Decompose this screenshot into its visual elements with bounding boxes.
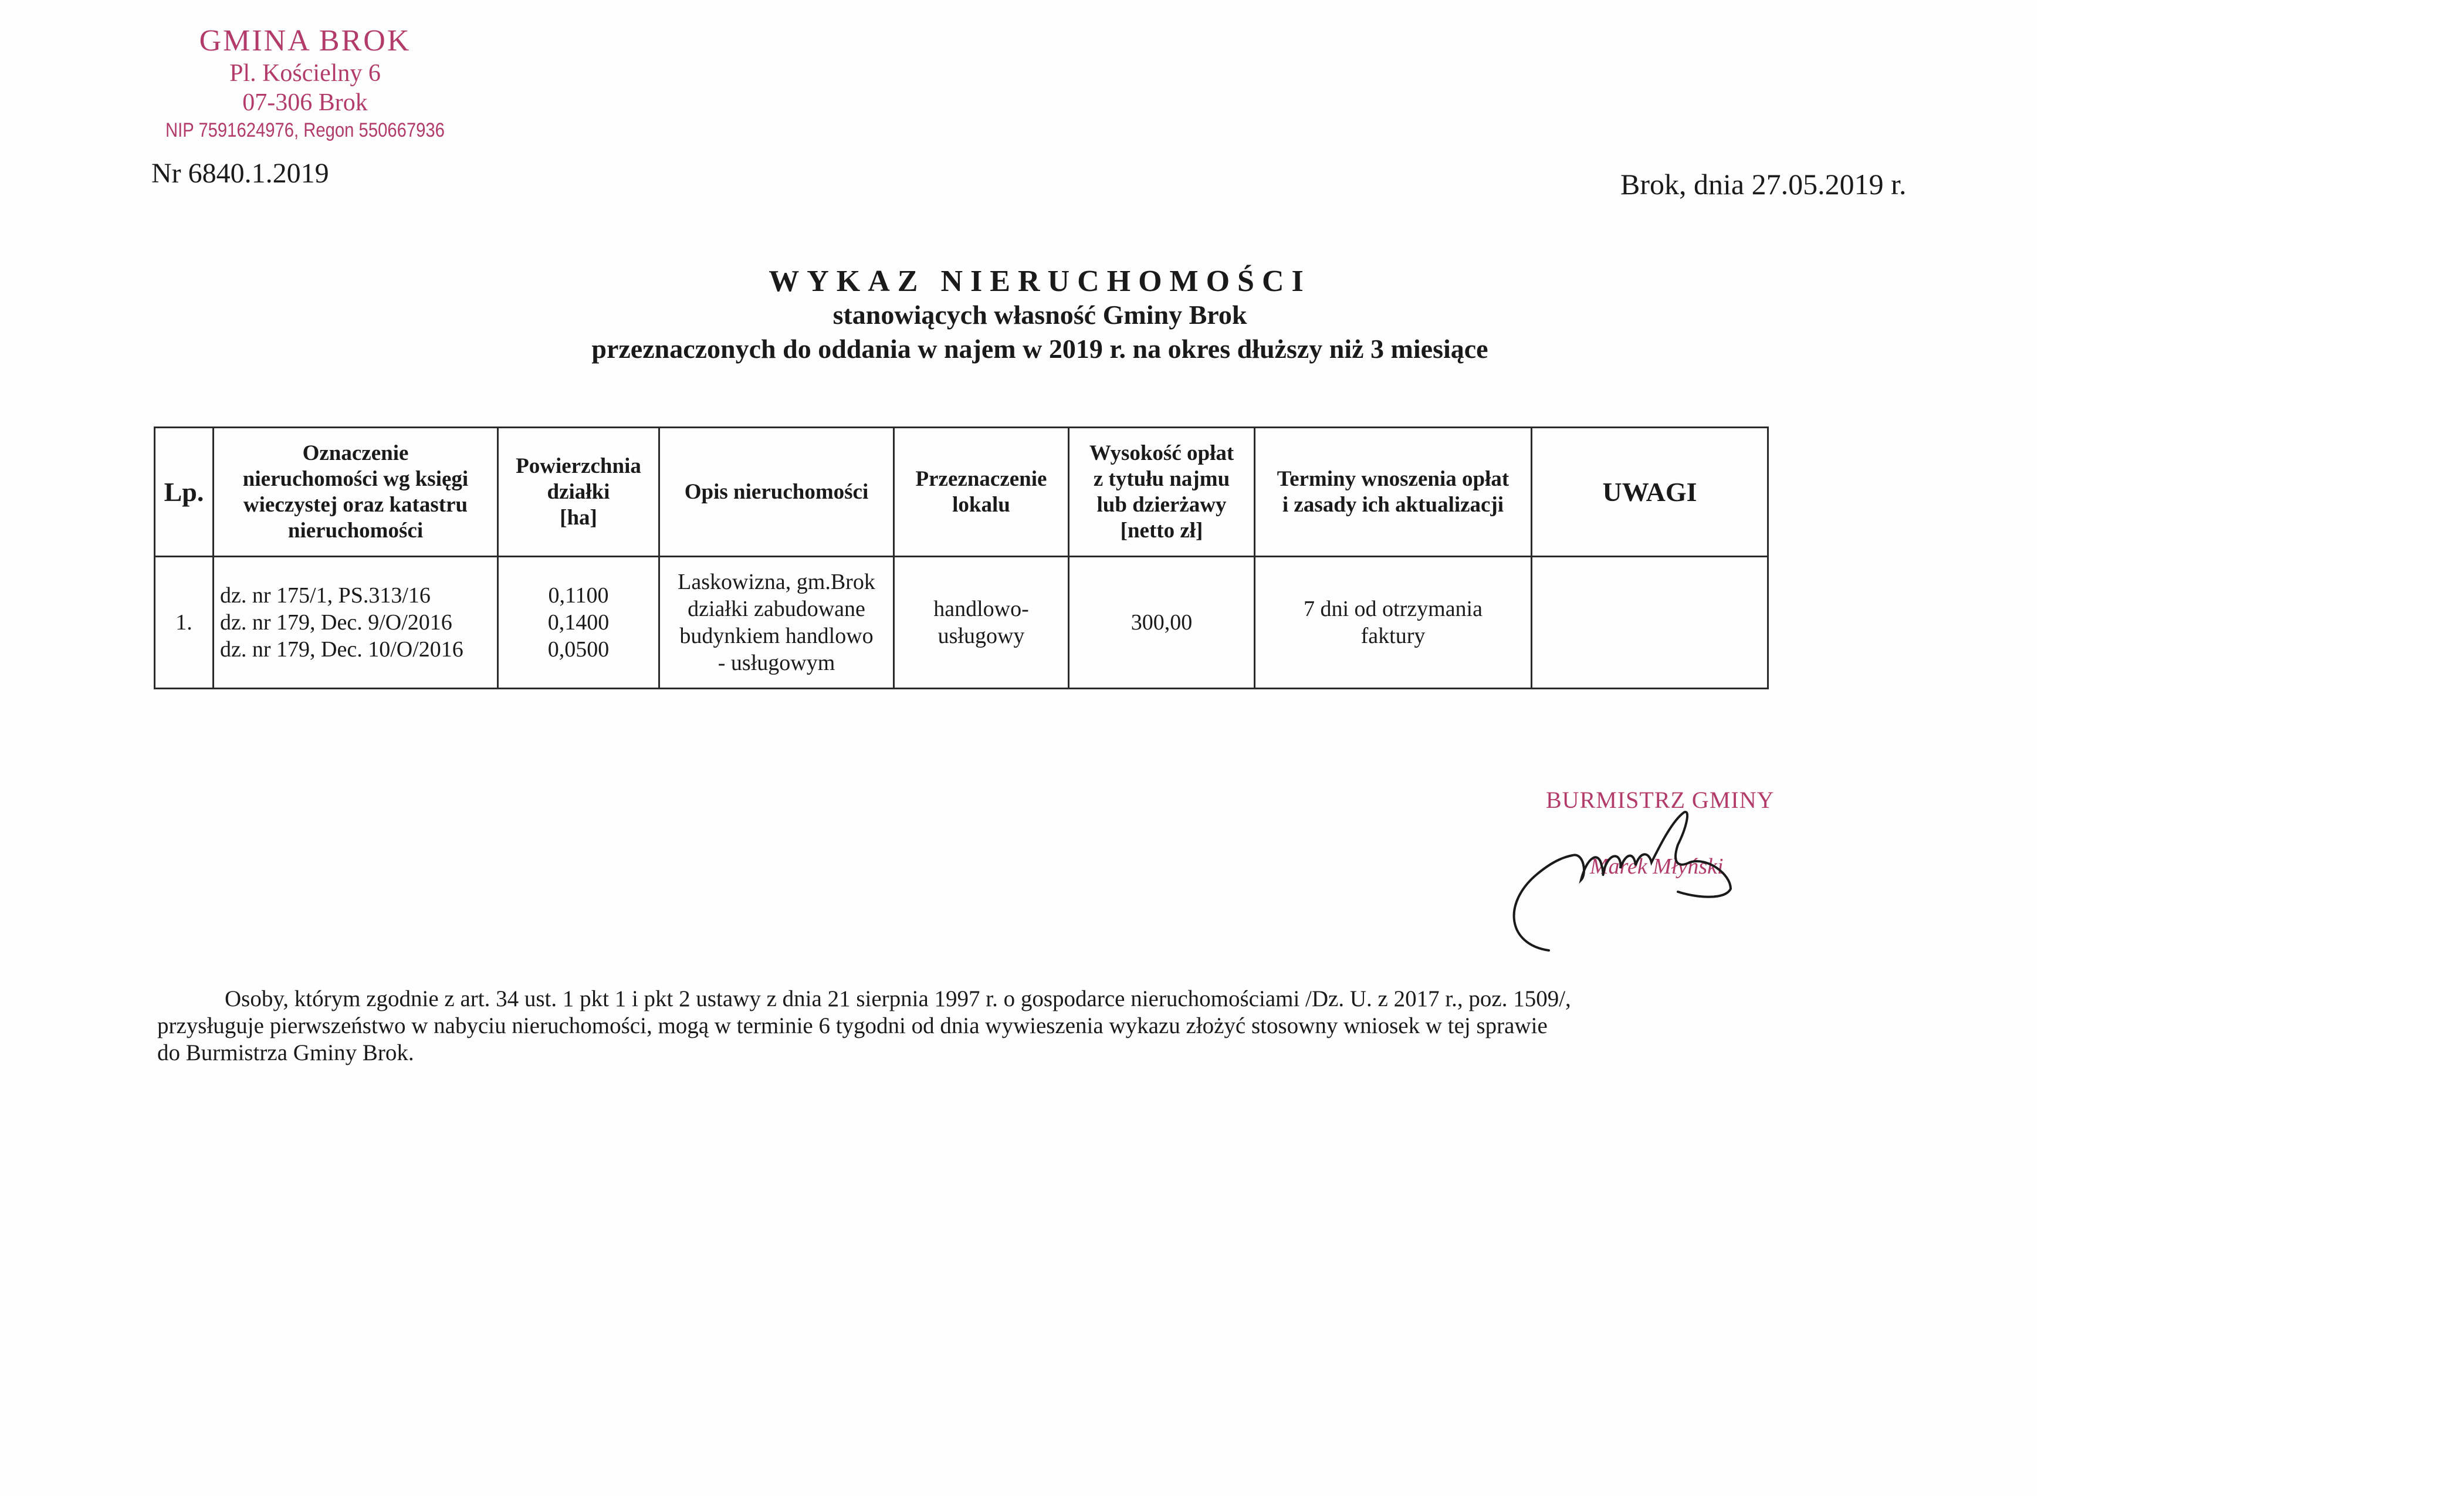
office-stamp	[129, 23, 481, 143]
stamp-name: GMINA BROK	[199, 24, 411, 57]
signature-name: Marek Młyński	[1590, 854, 1724, 879]
notice-line: Osoby, którym zgodnie z art. 34 ust. 1 pkt 1 i pkt 2 ustawy z dnia 21 sierpnia 1997 r. o gospodarce nieruchomościami /Dz. U. z 2017 r., poz. 1509/,	[225, 986, 1571, 1011]
handwritten-signature	[1484, 786, 1789, 962]
stamp-city: 07-306 Brok	[242, 89, 368, 116]
notice-line: do Burmistrza Gminy Brok.	[157, 1040, 414, 1065]
cell-oznaczenie: dz. nr 175/1, PS.313/16 dz. nr 179, Dec. 9/O/2016 dz. nr 179, Dec. 10/O/2016	[214, 557, 498, 689]
header-powierzchnia: Powierzchnia działki [ha]	[498, 428, 659, 557]
header-wysokosc: Wysokość opłat z tytułu najmu lub dzierżawy [netto zł]	[1069, 428, 1255, 557]
stamp-street: Pl. Kościelny 6	[229, 60, 381, 87]
table-row	[155, 557, 1768, 689]
cell-przeznaczenie: handlowo- usługowy	[894, 557, 1069, 689]
header-przeznaczenie: Przeznaczenie lokalu	[894, 428, 1069, 557]
heading-title: WYKAZ NIERUCHOMOŚCI	[769, 265, 1311, 298]
document-date: Brok, dnia 27.05.2019 r.	[1620, 168, 1907, 201]
cell-wysokosc: 300,00	[1069, 557, 1255, 689]
heading-subtitle-2: przeznaczonych do oddania w najem w 2019 r. na okres dłuższy niż 3 miesiące	[591, 334, 1488, 364]
header-terminy: Terminy wnoszenia opłat i zasady ich aktualizacji	[1255, 428, 1532, 557]
cell-lp: 1.	[155, 557, 214, 689]
cell-terminy: 7 dni od otrzymania faktury	[1255, 557, 1532, 689]
notice-line: przysługuje pierwszeństwo w nabyciu nieruchomości, mogą w terminie 6 tygodni od dnia wywieszenia wykazu złożyć stosowny wniosek w tej sprawie	[157, 1013, 1548, 1038]
header-oznaczenie: Oznaczenie nieruchomości wg księgi wieczystej oraz katastru nieruchomości	[214, 428, 498, 557]
table-header-row	[155, 428, 1768, 557]
heading-subtitle-1: stanowiących własność Gminy Brok	[832, 300, 1247, 330]
property-table	[154, 427, 1769, 689]
header-uwagi: UWAGI	[1532, 428, 1768, 557]
notice-paragraph	[157, 986, 1683, 1067]
reference-number: Nr 6840.1.2019	[151, 158, 329, 189]
header-opis: Opis nieruchomości	[659, 428, 894, 557]
signature-title: BURMISTRZ GMINY	[1546, 787, 1775, 813]
cell-powierzchnia: 0,1100 0,1400 0,0500	[498, 557, 659, 689]
cell-opis: Laskowizna, gm.Brok działki zabudowane budynkiem handlowo - usługowym	[659, 557, 894, 689]
page-margin	[2036, 0, 2464, 1496]
header-lp: Lp.	[155, 428, 214, 557]
stamp-ids: NIP 7591624976, Regon 550667936	[165, 119, 445, 141]
cell-uwagi	[1532, 557, 1768, 689]
